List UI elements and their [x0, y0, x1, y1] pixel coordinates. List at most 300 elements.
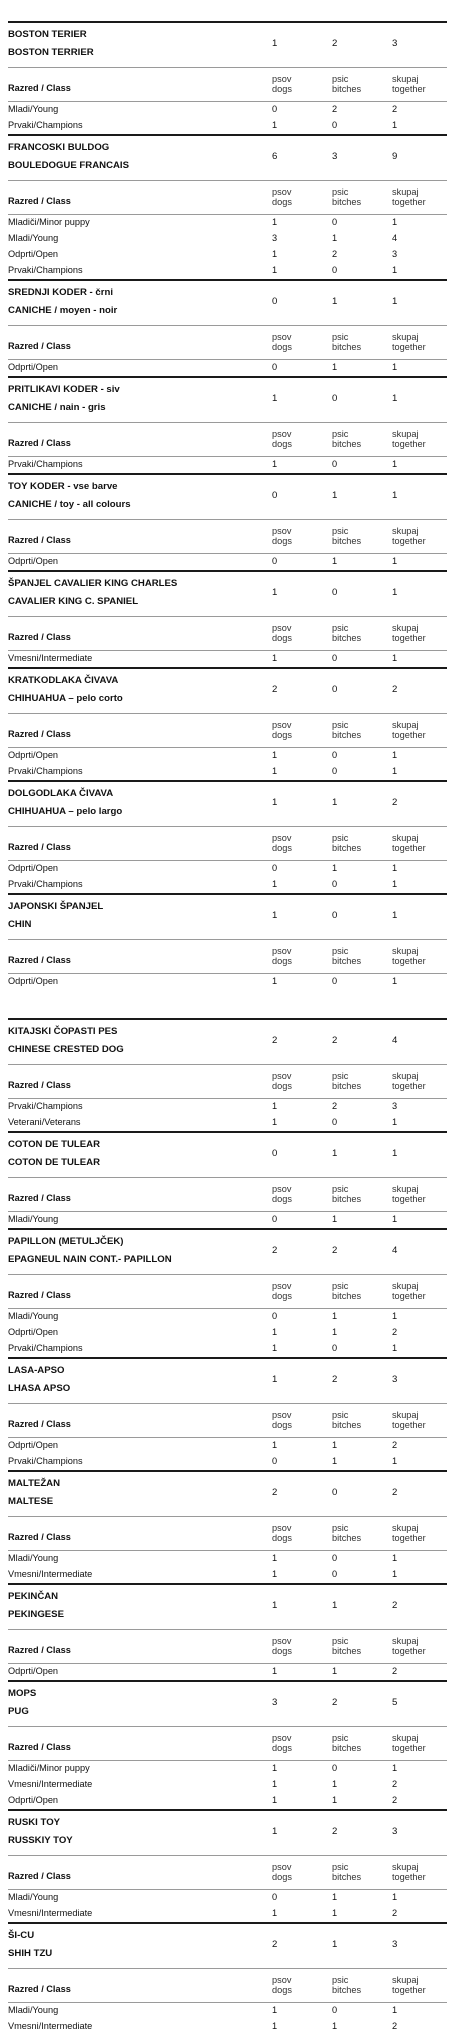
bitches-column-label-sl: psic: [332, 74, 349, 84]
class-column-label: Razred / Class: [8, 842, 71, 852]
dogs-column-label: [272, 1976, 292, 1995]
class-row: [8, 861, 447, 877]
breed-name-sl: MOPS: [8, 1688, 37, 1699]
breed-name-sl: ŠI-CU: [8, 1930, 35, 1941]
bitches-count: 1: [332, 1311, 338, 1321]
together-column-label: [392, 75, 426, 94]
class-column-label: Razred / Class: [8, 1984, 71, 1994]
class-row: [8, 2019, 447, 2035]
dogs-count: 0: [272, 1311, 278, 1321]
bitches-column-label: [332, 834, 361, 853]
together-column-label-sl: skupaj: [392, 1733, 419, 1743]
bitches-count: 1: [332, 1779, 338, 1789]
class-name: Mladi/Young: [8, 2005, 59, 2015]
dogs-column-label-sl: psov: [272, 1733, 292, 1743]
class-header-row: [8, 1969, 447, 2003]
total-bitches: 0: [332, 393, 338, 404]
bitches-count: 1: [332, 1327, 338, 1337]
class-row: [8, 1906, 447, 1922]
bitches-count: 1: [332, 1666, 338, 1676]
class-name: Vmesni/Intermediate: [8, 1569, 93, 1579]
total-together: 3: [392, 1374, 398, 1385]
total-dogs: 1: [272, 910, 278, 921]
together-count: 1: [392, 863, 398, 873]
class-name: Odprti/Open: [8, 1440, 59, 1450]
dogs-column-label-sl: psov: [272, 833, 292, 843]
total-together: 3: [392, 1826, 398, 1837]
bitches-column-label-sl: psic: [332, 332, 349, 342]
bitches-column-label: [332, 527, 361, 546]
bitches-column-label-en: bitches: [332, 1080, 362, 1091]
together-count: 1: [392, 750, 398, 760]
together-column-label-sl: skupaj: [392, 1523, 419, 1533]
total-bitches: 1: [332, 1600, 338, 1611]
dogs-count: 0: [272, 104, 278, 114]
dogs-column-label-en: dogs: [272, 1419, 292, 1430]
dogs-count: 1: [272, 1101, 278, 1111]
dogs-count: 1: [272, 1779, 278, 1789]
dogs-count: 1: [272, 1763, 278, 1773]
total-dogs: 2: [272, 1487, 278, 1498]
dogs-column-label: [272, 1411, 292, 1430]
together-column-label: [392, 527, 426, 546]
total-dogs: 1: [272, 1600, 278, 1611]
breed-name-sl: ŠPANJEL CAVALIER KING CHARLES: [8, 578, 178, 589]
dogs-column-label-en: dogs: [272, 83, 292, 94]
together-count: 2: [392, 1795, 398, 1805]
together-column-label: [392, 1637, 426, 1656]
dogs-count: 1: [272, 1553, 278, 1563]
together-count: 1: [392, 459, 398, 469]
class-name: Odprti/Open: [8, 976, 59, 986]
together-count: 1: [392, 1763, 398, 1773]
dogs-count: 1: [272, 120, 278, 130]
dogs-column-label-sl: psov: [272, 720, 292, 730]
bitches-column-label: [332, 75, 361, 94]
together-count: 1: [392, 1569, 398, 1579]
class-name: Prvaki/Champions: [8, 120, 83, 130]
together-count: 2: [392, 1779, 398, 1789]
total-dogs: 1: [272, 587, 278, 598]
dogs-column-label: [272, 1863, 292, 1882]
dogs-column-label-en: dogs: [272, 438, 292, 449]
total-together: 2: [392, 797, 398, 808]
class-column-label: Razred / Class: [8, 438, 71, 448]
class-row: [8, 118, 447, 134]
class-row: [8, 974, 447, 990]
total-together: 3: [392, 38, 398, 49]
together-column-label-sl: skupaj: [392, 526, 419, 536]
total-dogs: 2: [272, 684, 278, 695]
breed-header: [8, 1018, 447, 1065]
together-column-label-sl: skupaj: [392, 833, 419, 843]
bitches-column-label-en: bitches: [332, 196, 362, 207]
dogs-column-label-en: dogs: [272, 535, 292, 546]
bitches-column-label: [332, 1637, 361, 1656]
total-dogs: 1: [272, 1374, 278, 1385]
total-bitches: 3: [332, 151, 338, 162]
class-row: [8, 554, 447, 570]
breed-name-en: PEKINGESE: [8, 1609, 64, 1620]
dogs-count: 0: [272, 556, 278, 566]
class-header-row: [8, 326, 447, 360]
breed-name-en: COTON DE TULEAR: [8, 1157, 101, 1168]
class-name: Vmesni/Intermediate: [8, 653, 93, 663]
breed-name-sl: TOY KODER - vse barve: [8, 481, 118, 492]
together-column-label: [392, 1282, 426, 1301]
class-column-label: Razred / Class: [8, 1742, 71, 1752]
bitches-count: 0: [332, 1569, 338, 1579]
bitches-count: 0: [332, 120, 338, 130]
dogs-count: 1: [272, 265, 278, 275]
together-count: 2: [392, 1327, 398, 1337]
breed-name-en: PUG: [8, 1706, 29, 1717]
total-together: 1: [392, 1148, 398, 1159]
total-bitches: 0: [332, 1487, 338, 1498]
dogs-column-label: [272, 624, 292, 643]
dogs-count: 0: [272, 863, 278, 873]
together-column-label: [392, 430, 426, 449]
together-column-label-en: together: [392, 535, 426, 546]
class-header-row: [8, 1404, 447, 1438]
bitches-column-label-sl: psic: [332, 526, 349, 536]
together-count: 1: [392, 217, 398, 227]
bitches-count: 1: [332, 1908, 338, 1918]
bitches-column-label-en: bitches: [332, 1645, 362, 1656]
together-column-label-en: together: [392, 1532, 426, 1543]
class-header-row: [8, 1517, 447, 1551]
total-together: 1: [392, 910, 398, 921]
dogs-count: 1: [272, 766, 278, 776]
together-count: 1: [392, 1892, 398, 1902]
total-bitches: 1: [332, 490, 338, 501]
together-column-label-en: together: [392, 1290, 426, 1301]
class-row: [8, 1793, 447, 1809]
together-column-label-sl: skupaj: [392, 429, 419, 439]
bitches-count: 0: [332, 1343, 338, 1353]
breed-name-en: BOSTON TERRIER: [8, 47, 94, 58]
bitches-column-label-sl: psic: [332, 720, 349, 730]
together-column-label-en: together: [392, 1742, 426, 1753]
bitches-count: 0: [332, 2005, 338, 2015]
total-bitches: 1: [332, 1939, 338, 1950]
class-row: [8, 1341, 447, 1357]
dogs-count: 0: [272, 1214, 278, 1224]
total-dogs: 0: [272, 490, 278, 501]
bitches-column-label: [332, 1976, 361, 1995]
class-row: [8, 215, 447, 231]
breed-name-en: EPAGNEUL NAIN CONT.- PAPILLON: [8, 1254, 172, 1265]
together-column-label-en: together: [392, 955, 426, 966]
dogs-column-label-sl: psov: [272, 623, 292, 633]
together-column-label-sl: skupaj: [392, 1636, 419, 1646]
together-count: 2: [392, 2021, 398, 2031]
bitches-count: 0: [332, 879, 338, 889]
dogs-count: 1: [272, 2005, 278, 2015]
breed-header: [8, 1131, 447, 1178]
dogs-column-label-sl: psov: [272, 1975, 292, 1985]
breed-header: [8, 473, 447, 520]
dogs-column-label: [272, 1072, 292, 1091]
class-column-label: Razred / Class: [8, 1419, 71, 1429]
total-together: 9: [392, 151, 398, 162]
together-column-label-en: together: [392, 83, 426, 94]
bitches-column-label-sl: psic: [332, 833, 349, 843]
breed-name-en: MALTESE: [8, 1496, 54, 1507]
class-row: [8, 1115, 447, 1131]
class-row: [8, 1325, 447, 1341]
bitches-column-label: [332, 947, 361, 966]
breed-header: [8, 1228, 447, 1275]
dogs-count: 1: [272, 750, 278, 760]
dogs-count: 1: [272, 217, 278, 227]
together-column-label-sl: skupaj: [392, 946, 419, 956]
class-column-label: Razred / Class: [8, 341, 71, 351]
bitches-column-label-en: bitches: [332, 632, 362, 643]
class-row: [8, 247, 447, 263]
together-count: 1: [392, 362, 398, 372]
bitches-column-label-sl: psic: [332, 1636, 349, 1646]
bitches-column-label: [332, 721, 361, 740]
total-together: 4: [392, 1245, 398, 1256]
dogs-count: 1: [272, 459, 278, 469]
breed-name-sl: PEKINČAN: [8, 1591, 59, 1602]
dogs-column-label-sl: psov: [272, 946, 292, 956]
dogs-count: 1: [272, 879, 278, 889]
together-column-label: [392, 1976, 426, 1995]
class-column-label: Razred / Class: [8, 83, 71, 93]
together-column-label-sl: skupaj: [392, 623, 419, 633]
together-column-label-sl: skupaj: [392, 1410, 419, 1420]
class-name: Prvaki/Champions: [8, 459, 83, 469]
bitches-column-label-sl: psic: [332, 1733, 349, 1743]
total-bitches: 2: [332, 1697, 338, 1708]
breed-header: [8, 1809, 447, 1856]
together-column-label: [392, 834, 426, 853]
class-name: Odprti/Open: [8, 362, 59, 372]
dogs-column-label-en: dogs: [272, 842, 292, 853]
dogs-count: 0: [272, 362, 278, 372]
together-column-label-en: together: [392, 842, 426, 853]
class-header-row: [8, 181, 447, 215]
dogs-count: 0: [272, 1892, 278, 1902]
together-column-label-sl: skupaj: [392, 1975, 419, 1985]
bitches-column-label-en: bitches: [332, 1532, 362, 1543]
dogs-column-label: [272, 1524, 292, 1543]
dogs-column-label-en: dogs: [272, 1532, 292, 1543]
dogs-column-label-sl: psov: [272, 1862, 292, 1872]
bitches-count: 0: [332, 1553, 338, 1563]
dogs-column-label-sl: psov: [272, 1281, 292, 1291]
class-header-row: [8, 940, 447, 974]
bitches-column-label-en: bitches: [332, 1290, 362, 1301]
bitches-column-label-en: bitches: [332, 729, 362, 740]
breed-name-en: CHIN: [8, 919, 32, 930]
class-name: Odprti/Open: [8, 863, 59, 873]
dogs-column-label-sl: psov: [272, 526, 292, 536]
bitches-column-label: [332, 1072, 361, 1091]
breed-name-en: RUSSKIY TOY: [8, 1835, 73, 1846]
class-name: Mladi/Young: [8, 1553, 59, 1563]
together-column-label: [392, 1524, 426, 1543]
total-dogs: 0: [272, 1148, 278, 1159]
total-together: 5: [392, 1697, 398, 1708]
together-column-label: [392, 188, 426, 207]
dogs-column-label-sl: psov: [272, 1523, 292, 1533]
bitches-column-label: [332, 188, 361, 207]
breed-name-en: CHIHUAHUA – pelo largo: [8, 806, 123, 817]
bitches-column-label-sl: psic: [332, 429, 349, 439]
breed-header: [8, 134, 447, 181]
class-row: [8, 1099, 447, 1115]
class-name: Mladiči/Minor puppy: [8, 1763, 90, 1773]
bitches-count: 0: [332, 265, 338, 275]
bitches-column-label-sl: psic: [332, 1071, 349, 1081]
dogs-column-label-en: dogs: [272, 1080, 292, 1091]
dogs-column-label: [272, 430, 292, 449]
breed-name-sl: PAPILLON (METULJČEK): [8, 1236, 124, 1247]
together-count: 1: [392, 766, 398, 776]
together-column-label: [392, 721, 426, 740]
total-dogs: 1: [272, 38, 278, 49]
together-column-label: [392, 1072, 426, 1091]
together-column-label-sl: skupaj: [392, 332, 419, 342]
together-column-label: [392, 1863, 426, 1882]
class-column-label: Razred / Class: [8, 1080, 71, 1090]
dogs-count: 1: [272, 1908, 278, 1918]
class-column-label: Razred / Class: [8, 1871, 71, 1881]
total-together: 1: [392, 490, 398, 501]
dogs-column-label-sl: psov: [272, 1636, 292, 1646]
class-header-row: [8, 714, 447, 748]
bitches-column-label-sl: psic: [332, 623, 349, 633]
bitches-column-label: [332, 333, 361, 352]
bitches-column-label-en: bitches: [332, 438, 362, 449]
dogs-count: 1: [272, 1569, 278, 1579]
class-name: Odprti/Open: [8, 556, 59, 566]
total-dogs: 2: [272, 1035, 278, 1046]
breed-header: [8, 1470, 447, 1517]
bitches-count: 1: [332, 1456, 338, 1466]
bitches-count: 2: [332, 1101, 338, 1111]
together-count: 1: [392, 976, 398, 986]
class-row: [8, 651, 447, 667]
total-dogs: 3: [272, 1697, 278, 1708]
breed-name-sl: BOSTON TERIER: [8, 29, 87, 40]
class-header-row: [8, 617, 447, 651]
dogs-column-label-sl: psov: [272, 1071, 292, 1081]
bitches-column-label-en: bitches: [332, 1419, 362, 1430]
class-row: [8, 1438, 447, 1454]
breed-header: [8, 1583, 447, 1630]
total-bitches: 2: [332, 38, 338, 49]
class-column-label: Razred / Class: [8, 1290, 71, 1300]
class-name: Prvaki/Champions: [8, 879, 83, 889]
total-dogs: 2: [272, 1939, 278, 1950]
class-row: [8, 877, 447, 893]
dogs-column-label-en: dogs: [272, 1645, 292, 1656]
dogs-column-label: [272, 1282, 292, 1301]
dogs-column-label-en: dogs: [272, 1984, 292, 1995]
breed-header: [8, 279, 447, 326]
dogs-count: 1: [272, 653, 278, 663]
class-row: [8, 764, 447, 780]
total-dogs: 0: [272, 296, 278, 307]
total-dogs: 1: [272, 797, 278, 808]
bitches-column-label: [332, 1524, 361, 1543]
breed-name-en: CANICHE / toy - all colours: [8, 499, 131, 510]
together-column-label: [392, 333, 426, 352]
dogs-column-label-en: dogs: [272, 1290, 292, 1301]
together-count: 1: [392, 1117, 398, 1127]
together-count: 1: [392, 1456, 398, 1466]
bitches-count: 2: [332, 249, 338, 259]
breed-name-sl: PRITLIKAVI KODER - siv: [8, 384, 120, 395]
bitches-count: 0: [332, 653, 338, 663]
class-name: Odprti/Open: [8, 750, 59, 760]
bitches-column-label: [332, 1185, 361, 1204]
together-column-label-en: together: [392, 196, 426, 207]
together-column-label-en: together: [392, 1645, 426, 1656]
class-header-row: [8, 423, 447, 457]
class-name: Prvaki/Champions: [8, 1456, 83, 1466]
together-column-label-en: together: [392, 1419, 426, 1430]
together-column-label-en: together: [392, 1193, 426, 1204]
total-bitches: 1: [332, 296, 338, 307]
total-together: 2: [392, 684, 398, 695]
class-row: [8, 231, 447, 247]
breed-name-sl: SREDNJI KODER - črni: [8, 287, 114, 298]
together-column-label-sl: skupaj: [392, 1184, 419, 1194]
breed-name-sl: DOLGODLAKA ČIVAVA: [8, 788, 114, 799]
bitches-count: 1: [332, 1440, 338, 1450]
total-dogs: 1: [272, 393, 278, 404]
dogs-column-label-sl: psov: [272, 332, 292, 342]
class-row: [8, 1212, 447, 1228]
bitches-column-label-en: bitches: [332, 83, 362, 94]
breed-name-en: BOULEDOGUE FRANCAIS: [8, 160, 129, 171]
together-count: 1: [392, 1214, 398, 1224]
bitches-count: 0: [332, 750, 338, 760]
class-row: [8, 1761, 447, 1777]
bitches-count: 1: [332, 233, 338, 243]
breed-header: [8, 1680, 447, 1727]
class-row: [8, 360, 447, 376]
bitches-count: 1: [332, 2021, 338, 2031]
total-bitches: 2: [332, 1374, 338, 1385]
together-column-label-en: together: [392, 1080, 426, 1091]
bitches-column-label-sl: psic: [332, 1281, 349, 1291]
class-column-label: Razred / Class: [8, 1193, 71, 1203]
together-column-label-sl: skupaj: [392, 187, 419, 197]
breed-name-en: SHIH TZU: [8, 1948, 53, 1959]
together-count: 2: [392, 104, 398, 114]
class-row: [8, 1890, 447, 1906]
dogs-column-label: [272, 188, 292, 207]
together-count: 1: [392, 653, 398, 663]
bitches-column-label-en: bitches: [332, 1871, 362, 1882]
class-header-row: [8, 1630, 447, 1664]
bitches-column-label-sl: psic: [332, 1410, 349, 1420]
together-count: 1: [392, 879, 398, 889]
together-column-label-en: together: [392, 341, 426, 352]
class-header-row: [8, 1178, 447, 1212]
bitches-column-label: [332, 1734, 361, 1753]
class-column-label: Razred / Class: [8, 1532, 71, 1542]
together-count: 2: [392, 1908, 398, 1918]
class-name: Prvaki/Champions: [8, 1343, 83, 1353]
class-row: [8, 102, 447, 118]
